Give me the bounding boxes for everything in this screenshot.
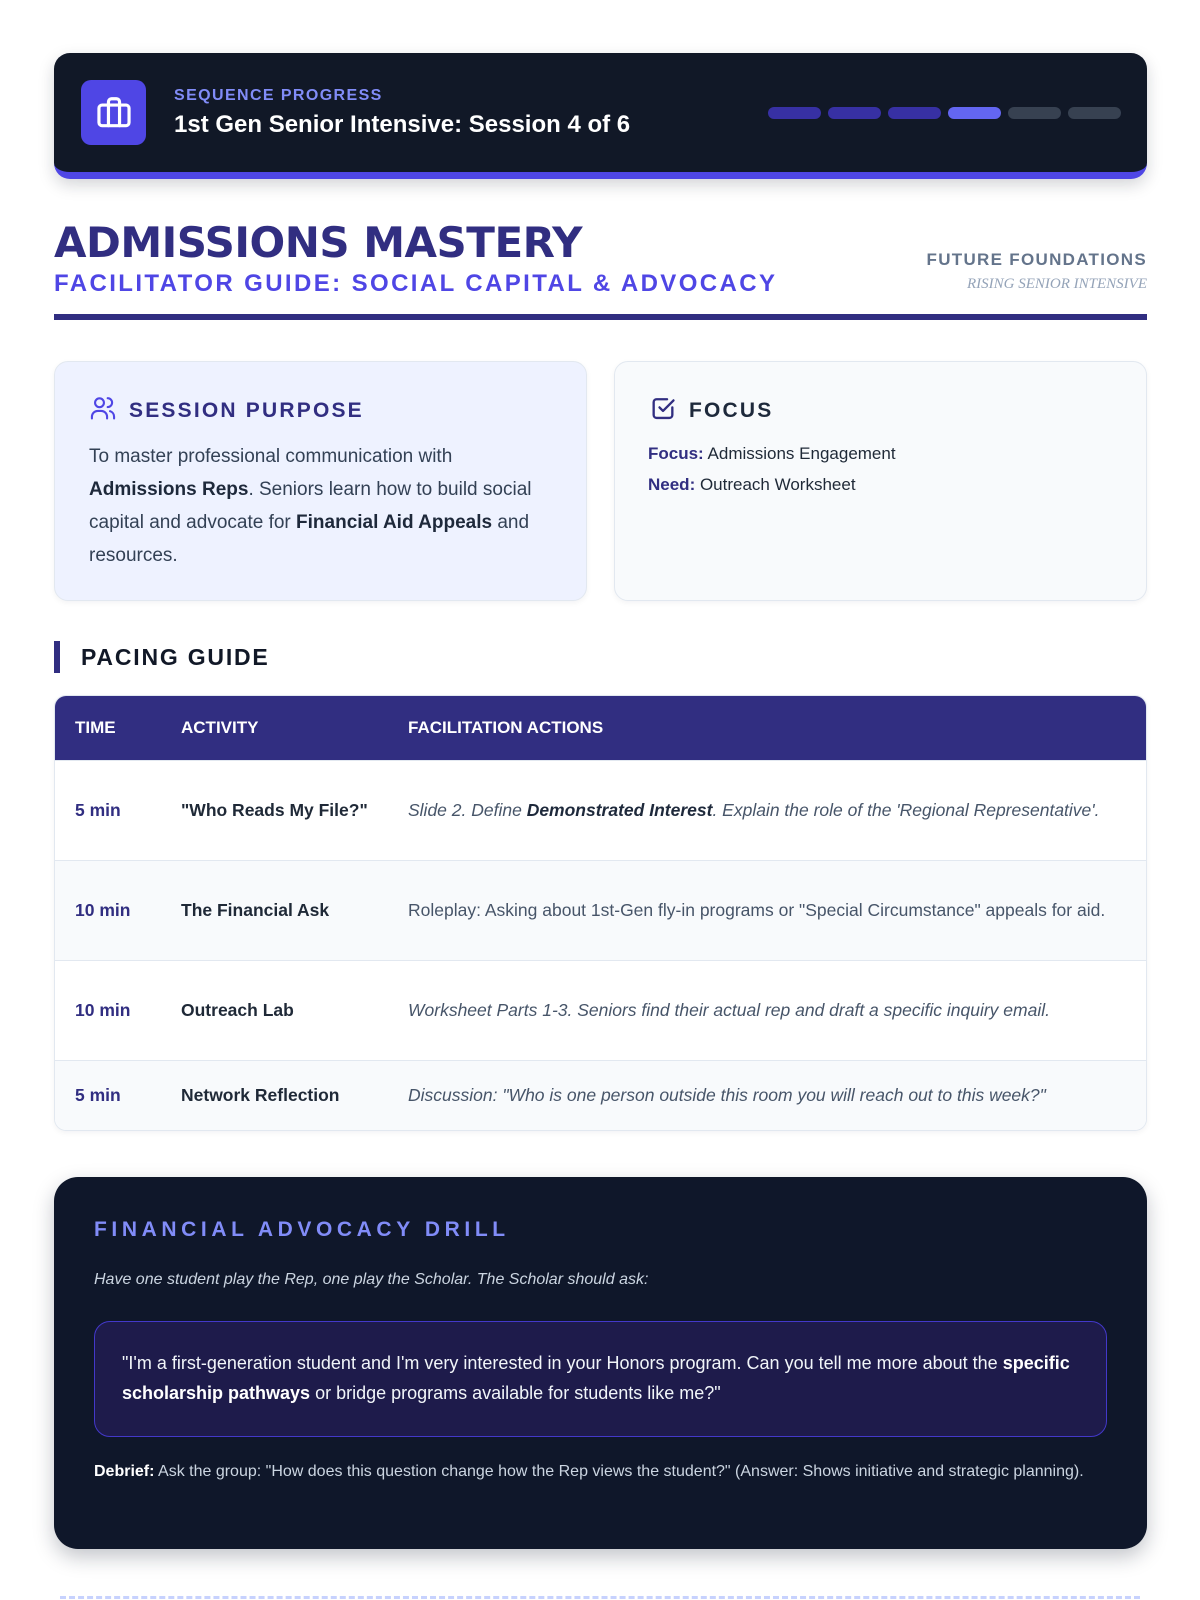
session-progress-bars — [768, 107, 1121, 119]
table-row — [55, 1060, 1146, 1130]
organization-program: RISING SENIOR INTENSIVE — [967, 276, 1147, 292]
page-subtitle: FACILITATOR GUIDE: SOCIAL CAPITAL & ADVOCACY — [54, 270, 778, 297]
users-icon — [89, 394, 117, 427]
pacing-guide-heading: PACING GUIDE — [54, 641, 270, 673]
focus-details — [648, 438, 896, 500]
page-title: ADMISSIONS MASTERY — [54, 218, 583, 267]
title-block — [54, 218, 1147, 320]
facilitator-guide-page — [54, 53, 1147, 1480]
sequence-progress-banner — [54, 53, 1147, 179]
row-activity: "Who Reads My File?" — [181, 800, 368, 820]
column-header-activity: ACTIVITY — [181, 717, 259, 737]
row-facilitation: Slide 2. Define Demonstrated Interest. Explain the role of the 'Regional Representative'. — [408, 800, 1100, 820]
session-purpose-text: To master professional communication with Admissions Reps. Seniors learn how to build social capital and advocate for Financial Aid Appeals and resources. — [89, 446, 532, 566]
financial-advocacy-drill — [54, 1177, 1147, 1549]
focus-card — [614, 361, 1147, 601]
pacing-table — [54, 695, 1147, 1131]
sequence-eyebrow: SEQUENCE PROGRESS — [174, 87, 383, 104]
session-purpose-label: SESSION PURPOSE — [129, 398, 364, 422]
drill-debrief: Debrief: Ask the group: "How does this question change how the Rep views the student?" (Answer: Shows initiative and strategic planning). — [94, 1463, 1084, 1480]
section-divider — [60, 1596, 1140, 1599]
column-header-facilitation: FACILITATION ACTIONS — [408, 717, 604, 737]
row-facilitation: Discussion: "Who is one person outside this room you will reach out to this week?" — [408, 1085, 1046, 1106]
organization-name: FUTURE FOUNDATIONS — [926, 250, 1147, 269]
need-line: Need: Outreach Worksheet — [648, 475, 856, 494]
column-header-time: TIME — [75, 717, 116, 737]
drill-intro: Have one student play the Rep, one play the Scholar. The Scholar should ask: — [94, 1271, 649, 1288]
table-row — [55, 960, 1146, 1060]
table-row — [55, 860, 1146, 960]
row-time: 10 min — [75, 1000, 131, 1020]
row-facilitation: Worksheet Parts 1-3. Seniors find their actual rep and draft a specific inquiry email. — [408, 1000, 1050, 1020]
briefcase-icon — [81, 80, 146, 145]
session-purpose-card — [54, 361, 587, 601]
row-activity: Network Reflection — [181, 1085, 340, 1106]
row-activity: Outreach Lab — [181, 1000, 294, 1020]
table-header-row — [55, 696, 1146, 760]
row-facilitation: Roleplay: Asking about 1st-Gen fly-in programs or "Special Circumstance" appeals for aid. — [408, 900, 1106, 920]
progress-segment — [948, 107, 1001, 119]
focus-line: Focus: Admissions Engagement — [648, 444, 896, 463]
focus-label: FOCUS — [689, 398, 774, 422]
row-activity: The Financial Ask — [181, 900, 330, 920]
row-time: 10 min — [75, 900, 131, 920]
drill-quote: "I'm a first-generation student and I'm very interested in your Honors program. Can you tell me more about the specific scholarship pathways or bridge programs available for students like me?" — [94, 1321, 1107, 1437]
checkbox-icon — [649, 394, 677, 427]
sequence-title: 1st Gen Senior Intensive: Session 4 of 6 — [174, 111, 631, 138]
progress-segment — [828, 107, 881, 119]
progress-segment — [888, 107, 941, 119]
row-time: 5 min — [75, 800, 121, 820]
session-purpose-header — [89, 394, 364, 427]
table-row — [55, 760, 1146, 860]
row-time: 5 min — [75, 1085, 121, 1106]
progress-segment — [1008, 107, 1061, 119]
progress-segment — [1068, 107, 1121, 119]
drill-title: FINANCIAL ADVOCACY DRILL — [94, 1218, 510, 1241]
focus-header — [649, 394, 774, 427]
progress-segment — [768, 107, 821, 119]
